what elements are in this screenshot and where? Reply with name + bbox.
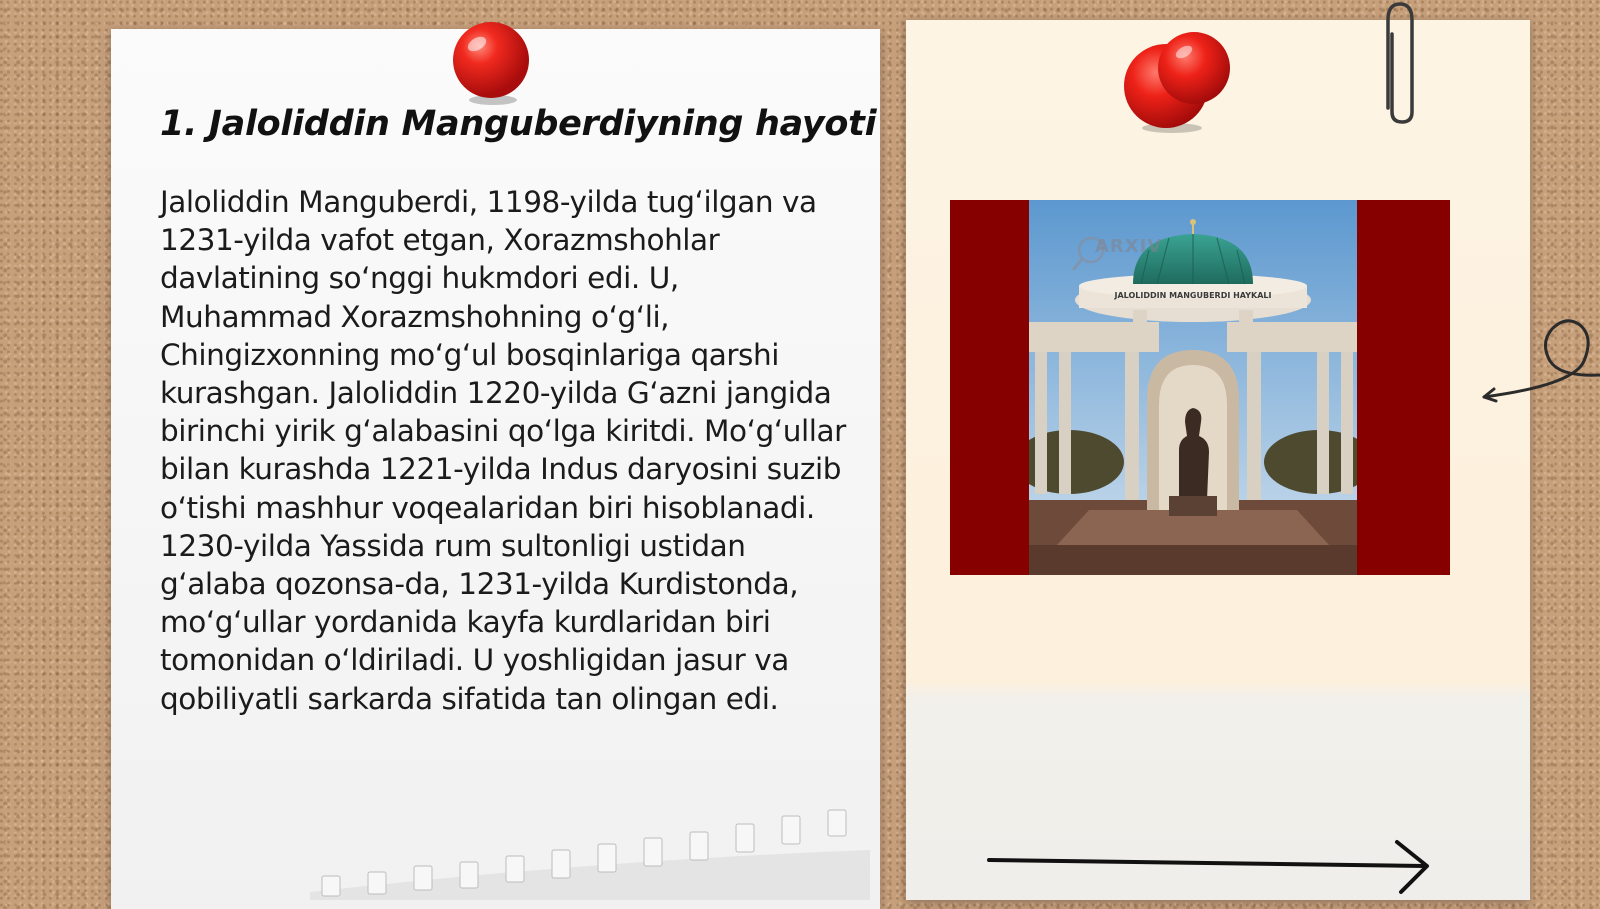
paperclip-icon [1374,0,1424,126]
monument-inscription: JALOLIDDIN MANGUBERDI HAYKALI [1114,291,1272,300]
curly-arrow-icon [1480,305,1600,405]
photo-watermark: ARXIV [1095,236,1163,257]
section-title: 1. Jaloliddin Manguberdiyning hayoti [160,104,877,144]
torn-notebook-edge [300,800,880,900]
red-pushpin-icon [449,20,535,106]
arrow-right-icon [985,838,1445,896]
monument-photo [1029,200,1357,575]
biography-text: Jaloliddin Manguberdi, 1198-yilda tug‘ilgan va 1231-yilda vafot etgan, Xorazmshohlar davlatining so‘nggi hukmdori edi. U, Muhammad Xorazmshohning o‘g‘li, Chingizxonning mo‘g‘ul bosqinlariga qarshi kurashgan. Jaloliddin 1220-yilda G‘azni jangida birinchi yirik g‘alabasini qo‘lga kiritdi. Mo‘g‘ullar bilan kurashda 1221-yilda Indus daryosini suzib o‘tishi mashhur voqealaridan biri hisoblanadi. 1230-yilda Yassida rum sultonligi ustidan g‘alaba qozonsa-da, 1231-yilda Kurdistonda, mo‘g‘ullar yordanida kayfa kurdlaridan biri tomonidan o‘ldiriladi. U yoshligidan jasur va qobiliyatli sarkarda sifatida tan olingan edi. [160,185,846,716]
monument-photo-frame [950,200,1450,575]
red-pushpin-pair-icon [1122,30,1242,134]
